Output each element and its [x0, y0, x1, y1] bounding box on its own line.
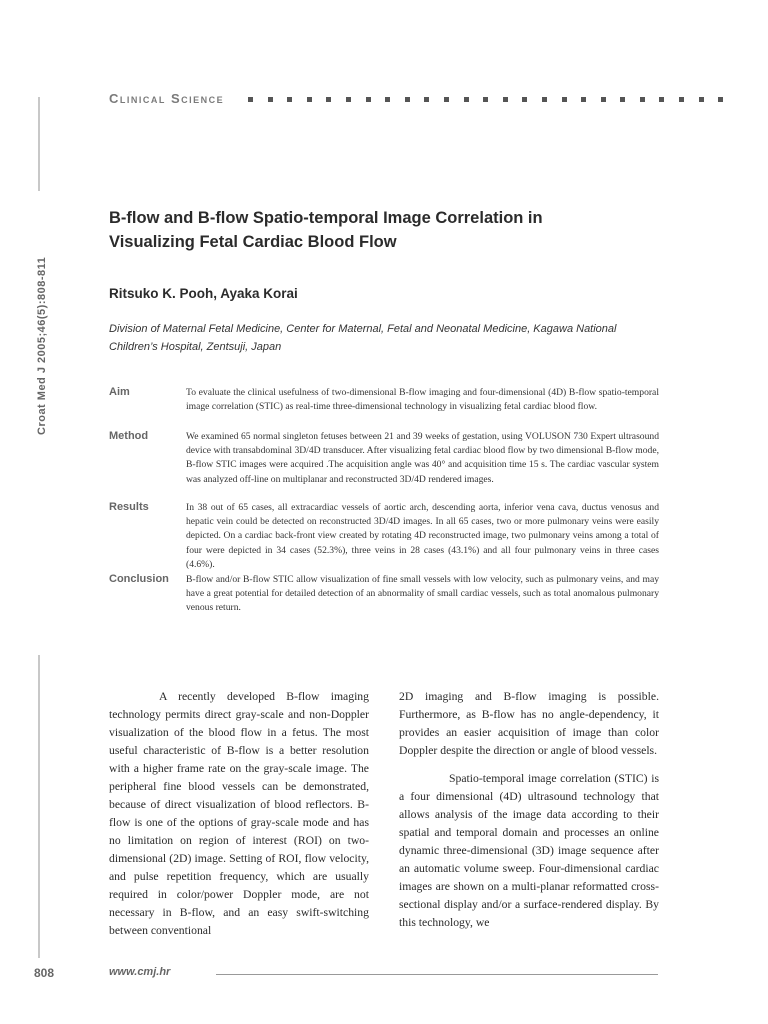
article-title: B-flow and B-flow Spatio-temporal Image Correlation in Visualizing Fetal Cardiac Blood Flow [109, 209, 543, 251]
abstract-text-aim: To evaluate the clinical usefulness of two-dimensional B-flow imaging and four-dimensional (4D) B-flow spatio-temporal image correlation (STIC) as real-time three-dimensional technology in visualizing fetal cardiac blood flow. [186, 387, 659, 413]
footer-rule [216, 974, 658, 975]
journal-citation: Croat Med J 2005;46(5):808-811 [36, 256, 48, 435]
margin-rule-bottom [38, 655, 40, 958]
body-paragraph: 2D imaging and B-flow imaging is possible. Furthermore, as B-flow has no angle-dependency, it provides an easier acquisition of image than color Doppler despite the direction or angle of blood vessels. [399, 690, 659, 757]
abstract-text-conclusion: B-flow and/or B-flow STIC allow visualization of fine small vessels with low velocity, such as pulmonary veins, and may have a great potential for detailed detection of an abnormality of small cardiac vessels, such as total anomalous pulmonary venous return. [186, 574, 659, 614]
abstract-text-method: We examined 65 normal singleton fetuses between 21 and 39 weeks of gestation, using VOLUSON 730 Expert ultrasound device with transabdominal 3D/4D transducer. After visualizing fetal cardiac blood flow by two dimensional B-flow mode, B-flow STIC images were acquired .The acquisition angle was 40° and acquisition time 15 s. The cardiac vascular system was analyzed off-line on multiplanar and reconstructed 3D/4D rendered images. [186, 431, 659, 485]
article-authors: Ritsuko K. Pooh, Ayaka Korai [109, 286, 298, 301]
page-number: 808 [34, 966, 55, 980]
journal-url[interactable]: www.cmj.hr [109, 966, 171, 978]
body-column-left [109, 688, 369, 940]
body-paragraph: Spatio-temporal image correlation (STIC) is a four dimensional (4D) ultrasound technology that allows analysis of the image data according to their spatial and temporal domain and processes an online dynamic three-dimensional (3D) image sequence after an automatic volume sweep. Four-dimensional cardiac images are shown on a multi-planar reformatted cross-sectional display and/or a surface-rendered display. By this technology, we [399, 772, 659, 929]
body-paragraph: A recently developed B-flow imaging technology permits direct gray-scale and non-Doppler visualization of the blood flow in a fetus. The most useful characteristic of B-flow is a better resolution with a higher frame rate on the gray-scale image. The peripheral fine blood vessels can be demonstrated, because of direct visualization of blood reflectors. B-flow is one of the options of gray-scale mode and has no limitation on region of interest (ROI) on two-dimensional (2D) image. Setting of ROI, flow velocity, and pulse repetition frequency, which are usually required in color/power Doppler mode, are not necessary in B-flow, and an easy swift-switching between conventional [109, 690, 369, 937]
author-affiliation: Division of Maternal Fetal Medicine, Center for Maternal, Fetal and Neonatal Medicine, Kagawa National Children’s Hospital, Zentsuji, Japan [109, 323, 617, 353]
abstract-label-aim: Aim [109, 386, 130, 398]
abstract-label-conclusion: Conclusion [109, 573, 169, 585]
abstract-label-results: Results [109, 501, 149, 513]
decorative-dot-row [248, 97, 723, 102]
body-column-right [399, 688, 659, 932]
abstract-text-results: In 38 out of 65 cases, all extracardiac vessels of aortic arch, descending aorta, inferior vena cava, ductus venosus and hepatic vein could be detected on reconstructed 3D/4D images. In all 65 cases, two or more pulmonary veins were easily depicted. On a cardiac back-front view created by rotating 4D reconstructed image, two pulmonary veins among a total of four were depicted in 34 cases (52.3%), three veins in 28 cases (43.1%) and all four pulmonary veins in three cases (4.6%). [186, 502, 659, 570]
margin-rule-top [38, 97, 40, 191]
abstract-label-method: Method [109, 430, 149, 442]
section-heading: Clinical Science [109, 91, 225, 106]
